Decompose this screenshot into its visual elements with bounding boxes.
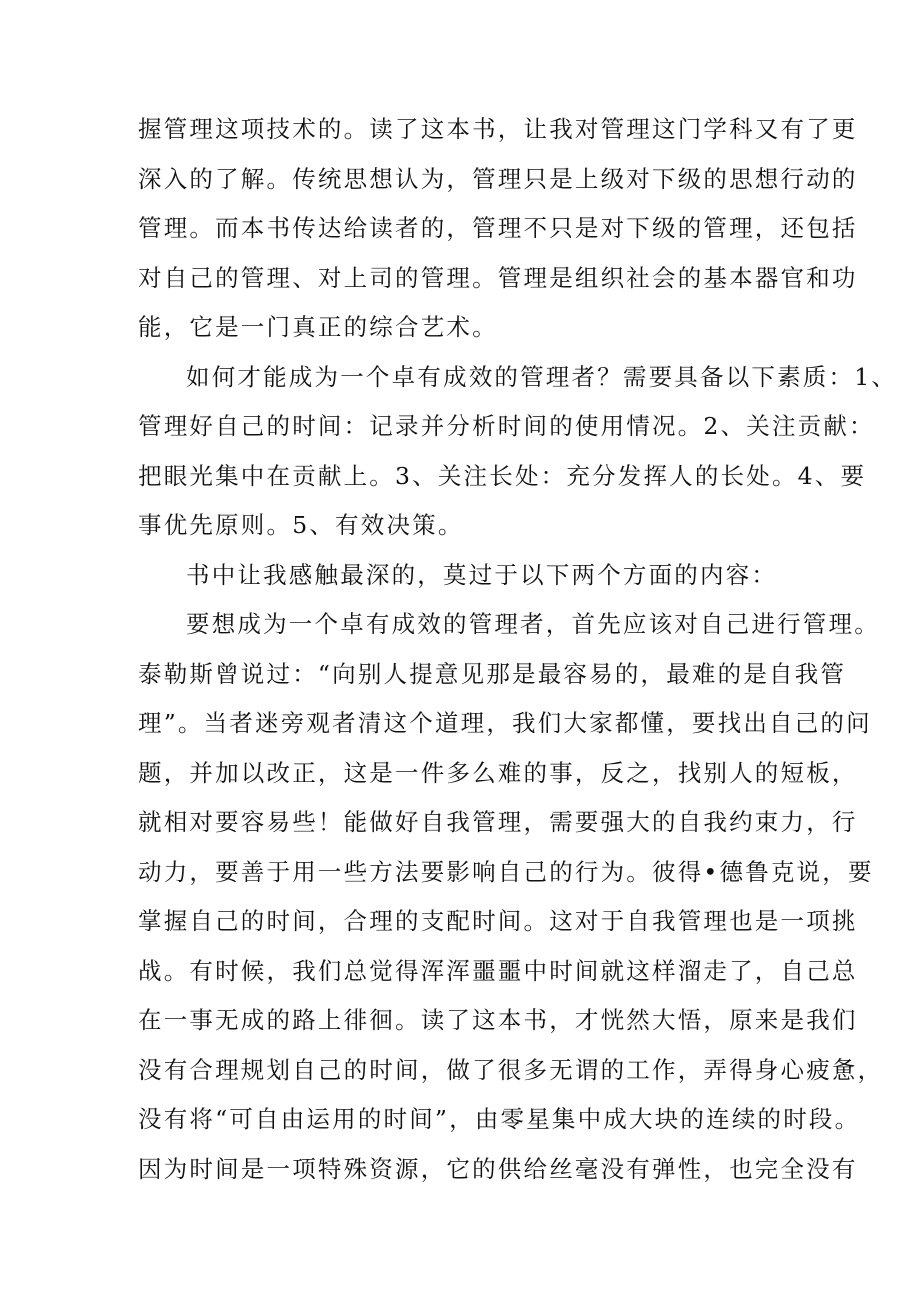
text-line: 把眼光集中在贡献上。3、关注长处：充分发挥人的长处。4、要 [138, 461, 867, 490]
paragraph-first-line: 如何才能成为一个卓有成效的管理者？需要具备以下素质：1、 [186, 362, 898, 391]
paragraph-first-line: 要想成为一个卓有成效的管理者，首先应该对自己进行管理。 [186, 610, 880, 638]
text-line: 深入的了解。传统思想认为，管理只是上级对下级的思想行动的 [138, 164, 858, 193]
text-line: 动力，要善于用一些方法要影响自己的行为。彼得•德鲁克说，要 [138, 857, 874, 886]
text-line: 握管理这项技术的。读了这本书，让我对管理这门学科又有了更 [138, 115, 858, 143]
text-line: 题，并加以改正，这是一件多么难的事，反之，找别人的短板， [138, 758, 858, 787]
text-line: 能，它是一门真正的综合艺术。 [138, 313, 498, 341]
text-line: 因为时间是一项特殊资源，它的供给丝毫没有弹性，也完全没有 [138, 1154, 858, 1183]
text-line: 事优先原则。5、有效决策。 [138, 511, 464, 539]
text-line: 泰勒斯曾说过：“向别人提意见那是最容易的，最难的是自我管 [138, 659, 847, 688]
text-line: 没有将“可自由运用的时间”，由零星集中成大块的连续的时段。 [138, 1105, 861, 1133]
paragraph-first-line: 书中让我感触最深的，莫过于以下两个方面的内容： [186, 560, 778, 589]
text-line: 在一事无成的路上徘徊。读了这本书，才恍然大悟，原来是我们 [138, 1006, 858, 1034]
text-line: 战。有时候，我们总觉得浑浑噩噩中时间就这样溜走了，自己总 [138, 956, 858, 985]
text-line: 对自己的管理、对上司的管理。管理是组织社会的基本器官和功 [138, 263, 858, 292]
body-text [138, 105, 898, 1194]
text-line: 就相对要容易些！能做好自我管理，需要强大的自我约束力，行 [138, 808, 858, 836]
text-line: 没有合理规划自己的时间，做了很多无谓的工作，弄得身心疲惫， [138, 1055, 884, 1084]
text-line: 掌握自己的时间，合理的支配时间。这对于自我管理也是一项挑 [138, 907, 858, 935]
text-line: 理”。当者迷旁观者清这个道理，我们大家都懂，要找出自己的问 [138, 709, 872, 737]
text-line: 管理好自己的时间：记录并分析时间的使用情况。2、关注贡献： [138, 412, 875, 440]
text-line: 管理。而本书传达给读者的，管理不只是对下级的管理，还包括 [138, 214, 858, 242]
